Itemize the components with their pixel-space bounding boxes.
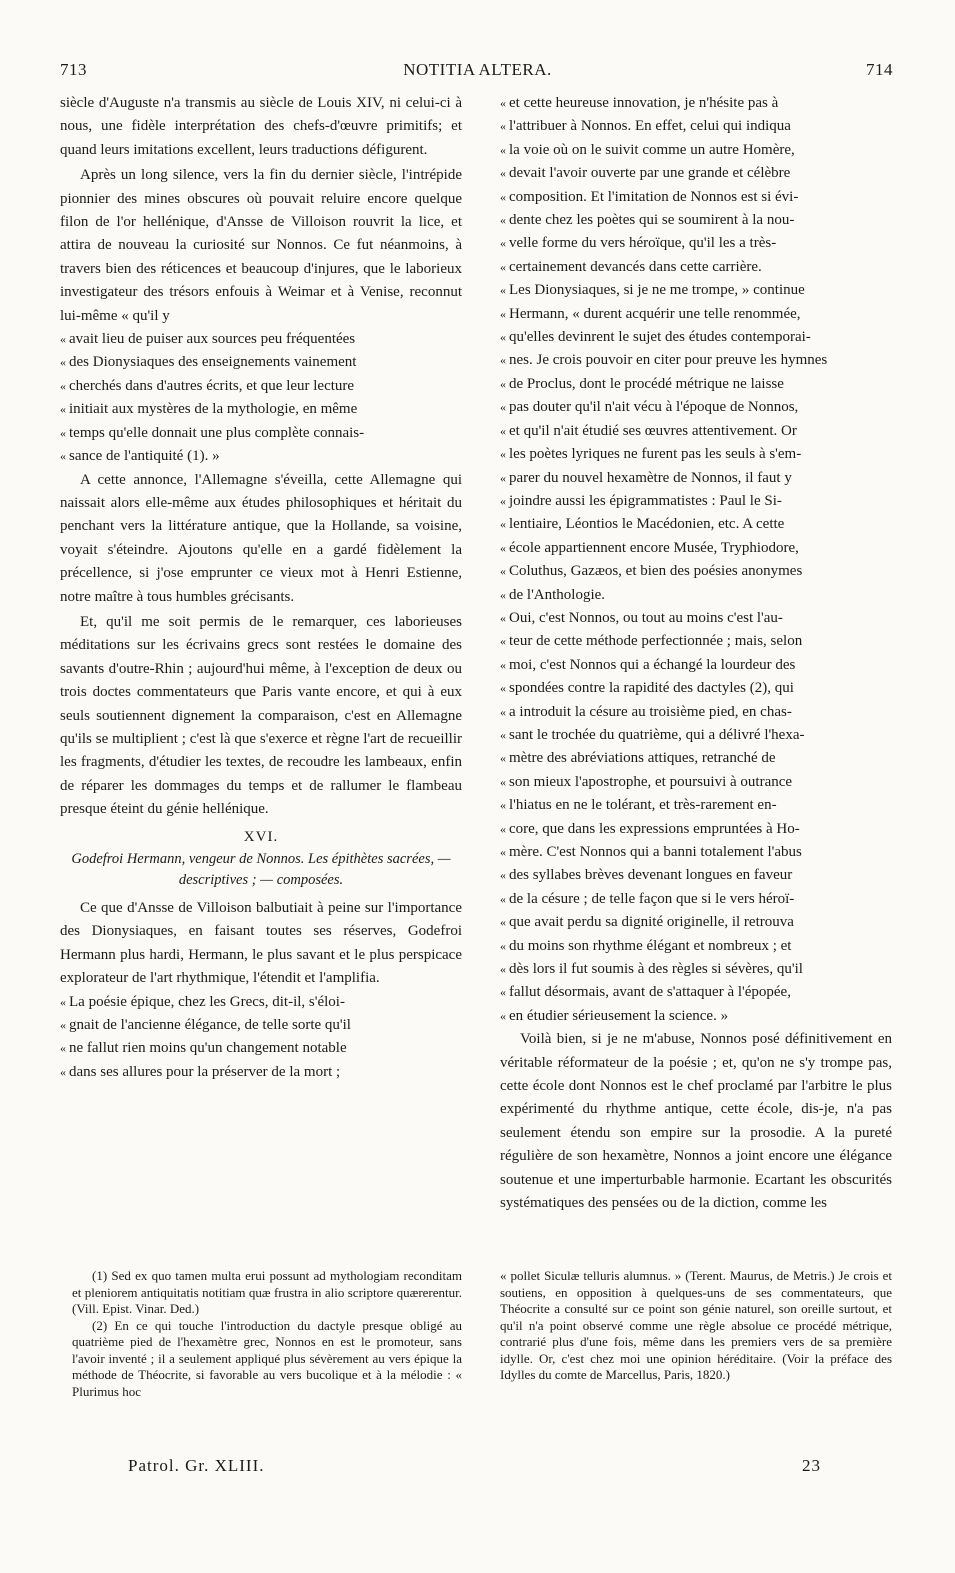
quote-line: « qu'elles devinrent le sujet des études contemporai- — [500, 326, 892, 349]
paragraph: siècle d'Auguste n'a transmis au siècle de Louis XIV, ni celui-ci à nous, une fidèle interprétation des chefs-d'œuvre primitifs; et quand leurs imitations excellent, leurs traductions défigurent. — [60, 95, 462, 158]
quote-line: « la voie où on le suivit comme un autre Homère, — [500, 139, 892, 162]
right-column — [500, 92, 892, 1216]
quote-line: « Oui, c'est Nonnos, ou tout au moins c'est l'au- — [500, 607, 892, 630]
quote-line: « de Proclus, dont le procédé métrique ne laisse — [500, 373, 892, 396]
left-column — [60, 92, 462, 1084]
quote-line: « gnait de l'ancienne élégance, de telle sorte qu'il — [60, 1014, 462, 1037]
section-title: Godefroi Hermann, vengeur de Nonnos. Les épithètes sacrées, — descriptives ; — composées. — [71, 851, 451, 888]
quote-line: « Hermann, « durent acquérir une telle renommée, — [500, 303, 892, 326]
paragraph: Et, qu'il me soit permis de le remarquer, ces laborieuses méditations sur les écrivains grecs sont restées le domaine des savants d'outre-Rhin ; aujourd'hui même, à l'exception de deux ou trois doctes commentateurs que Paris vante encore, et qui à eux seuls soutiennent dignement la comparaison, c'est en Allemagne qu'ils se multiplient ; c'est là que s'exerce et règne l'art de recueillir les fragments, d'étudier les textes, de recoudre les lambeaux, enfin de réparer les dommages du temps et de rallumer le flambeau presque éteint du génie hellénique. — [60, 613, 462, 818]
quote-line: « teur de cette méthode perfectionnée ; mais, selon — [500, 630, 892, 653]
quote-line: « lentiaire, Léontios le Macédonien, etc. A cette — [500, 513, 892, 536]
quote-line: « école appartiennent encore Musée, Tryphiodore, — [500, 537, 892, 560]
footnotes-right — [500, 1268, 892, 1384]
quote-line: « et qu'il n'ait étudié ses œuvres attentivement. Or — [500, 420, 892, 443]
page-header — [0, 60, 955, 84]
quote-line: « en étudier sérieusement la science. » — [500, 1005, 892, 1028]
quote-line: « dans ses allures pour la préserver de la mort ; — [60, 1061, 462, 1084]
quote-block — [60, 991, 462, 1085]
footnote-1: (1) Sed ex quo tamen multa erui possunt ad mythologiam reconditam et pleniorem antiquitatis notitiam quæ frustra in alio scriptore quærerentur. (Vill. Epist. Vinar. Ded.) — [72, 1268, 462, 1316]
paragraph: Voilà bien, si je ne m'abuse, Nonnos posé définitivement en véritable réformateur de la poésie ; et, qu'on ne s'y trompe pas, cette école dont Nonnos est le chef proclamé par l'arbitre le plus expérimenté du rhythme antique, cette école, dis-je, n'a pas seulement étendu son empire sur la prosodie. A la pureté régulière de son hexamètre, Nonnos a joint encore une élégance soutenue et une imperturbable harmonie. Ecartant les obscurités systématiques des pensées ou de la diction, comme les — [500, 1031, 892, 1212]
quote-line: « La poésie épique, chez les Grecs, dit-il, s'éloi- — [60, 991, 462, 1014]
quote-line: « mère. C'est Nonnos qui a banni totalement l'abus — [500, 841, 892, 864]
quote-line: « Les Dionysiaques, si je ne me trompe, » continue — [500, 279, 892, 302]
quote-line: « l'hiatus en ne le tolérant, et très-rarement en- — [500, 794, 892, 817]
quote-line: « moi, c'est Nonnos qui a échangé la lourdeur des — [500, 654, 892, 677]
quote-line: « a introduit la césure au troisième pied, en chas- — [500, 701, 892, 724]
quote-line: « Coluthus, Gazæos, et bien des poésies anonymes — [500, 560, 892, 583]
quote-block — [500, 279, 892, 607]
paragraph: A cette annonce, l'Allemagne s'éveilla, cette Allemagne qui naissait alors elle-même aux études philosophiques et héritait du penchant vers la littérature antique, que la Hollande, sa voisine, voyait s'éteindre. Ajoutons qu'elle en a gardé fidèlement la précellence, si j'ose emprunter ce vieux mot à Henri Estienne, notre maître à tous humbles grécisants. — [60, 471, 462, 605]
quote-line: « que avait perdu sa dignité originelle, il retrouva — [500, 911, 892, 934]
quote-line: « des syllabes brèves devenant longues en faveur — [500, 864, 892, 887]
quote-line: « de la césure ; de telle façon que si le vers héroï- — [500, 888, 892, 911]
quote-line: « avait lieu de puiser aux sources peu fréquentées — [60, 328, 462, 351]
footnotes-left — [72, 1268, 462, 1400]
quote-line: « l'attribuer à Nonnos. En effet, celui qui indiqua — [500, 115, 892, 138]
quote-line: « de l'Anthologie. — [500, 584, 892, 607]
quote-line: « du moins son rhythme élégant et nombreux ; et — [500, 935, 892, 958]
quote-line: « dente chez les poètes qui se soumirent à la nou- — [500, 209, 892, 232]
footer-signature: Patrol. Gr. XLIII. — [128, 1456, 265, 1475]
quote-line: « nes. Je crois pouvoir en citer pour preuve les hymnes — [500, 349, 892, 372]
quote-line: « les poètes lyriques ne furent pas les seuls à s'em- — [500, 443, 892, 466]
quote-line: « composition. Et l'imitation de Nonnos est si évi- — [500, 186, 892, 209]
quote-line: « parer du nouvel hexamètre de Nonnos, il faut y — [500, 467, 892, 490]
footnote-continued: « pollet Siculæ telluris alumnus. » (Terent. Maurus, de Metris.) Je crois et soutiens, en opposition à quelques-uns de ses commentateurs, que Théocrite a consulté sur ce point son génie naturel, son oreille surtout, et qu'il n'a point observé comme une règle absolue ce procédé métrique, contrarié plus d'une fois, même dans les premiers vers de sa première idylle. Or, c'est chez moi une opinion héréditaire. (Voir la préface des Idylles du comte de Marcellus, Paris, 1820.) — [500, 1268, 892, 1382]
quote-block — [60, 328, 462, 468]
footer-page-number: 23 — [802, 1456, 821, 1475]
section-number: XVI. — [243, 828, 279, 845]
quote-line: « fallut désormais, avant de s'attaquer à l'épopée, — [500, 981, 892, 1004]
page-number-right: 714 — [866, 60, 893, 79]
quote-line: « sant le trochée du quatrième, qui a délivré l'hexa- — [500, 724, 892, 747]
running-title: NOTITIA ALTERA. — [403, 60, 552, 79]
quote-line: « des Dionysiaques des enseignements vainement — [60, 351, 462, 374]
quote-line: « certainement devancés dans cette carrière. — [500, 256, 892, 279]
quote-line: « dès lors il fut soumis à des règles si sévères, qu'il — [500, 958, 892, 981]
quote-line: « temps qu'elle donnait une plus complète connais- — [60, 422, 462, 445]
quote-line: « mètre des abréviations attiques, retranché de — [500, 747, 892, 770]
quote-line: « devait l'avoir ouverte par une grande et célèbre — [500, 162, 892, 185]
quote-line: « core, que dans les expressions empruntées à Ho- — [500, 818, 892, 841]
paragraph: Ce que d'Ansse de Villoison balbutiait à peine sur l'importance des Dionysiaques, en faisant toutes ses réserves, Godefroi Hermann plus hardi, Hermann, le plus savant et le plus perspicace explorateur de l'art rhythmique, l'étendit et l'amplifia. — [60, 900, 462, 987]
quote-line: « et cette heureuse innovation, je n'hésite pas à — [500, 92, 892, 115]
paragraph-intro: Après un long silence, vers la fin du dernier siècle, l'intrépide pionnier des mines obscures où pouvait reluire encore quelque filon de l'or hellénique, d'Ansse de Villoison rouvrit la lice, et attira de nouveau la curiosité sur Nonnos. Ce fut néanmoins, à travers bien des réticences et beaucoup d'injures, que le laborieux investigateur des trésors enfouis à Weimar et à Venise, reconnut lui-même « qu'il y — [60, 167, 462, 324]
quote-block — [500, 92, 892, 279]
quote-block — [500, 607, 892, 1028]
quote-line: « ne fallut rien moins qu'un changement notable — [60, 1037, 462, 1060]
quote-line: « sance de l'antiquité (1). » — [60, 445, 462, 468]
page-number-left: 713 — [60, 60, 87, 79]
quote-line: « velle forme du vers héroïque, qu'il les a très- — [500, 232, 892, 255]
quote-line: « cherchés dans d'autres écrits, et que leur lecture — [60, 375, 462, 398]
quote-line: « son mieux l'apostrophe, et poursuivi à outrance — [500, 771, 892, 794]
quote-line: « pas douter qu'il n'ait vécu à l'époque de Nonnos, — [500, 396, 892, 419]
paragraph — [60, 164, 462, 328]
quote-line: « initiait aux mystères de la mythologie, en même — [60, 398, 462, 421]
quote-line: « joindre aussi les épigrammatistes : Paul le Si- — [500, 490, 892, 513]
quote-line: « spondées contre la rapidité des dactyles (2), qui — [500, 677, 892, 700]
footnote-2: (2) En ce qui touche l'introduction du dactyle presque obligé au quatrième pied de l'hexamètre grec, Nonnos en est le promoteur, sans l'avoir inventé ; il a seulement appliqué plus sévèrement au vers épique la méthode de Théocrite, si favorable au vers bucolique et à la mélodie : « Plurimus hoc — [72, 1317, 462, 1399]
